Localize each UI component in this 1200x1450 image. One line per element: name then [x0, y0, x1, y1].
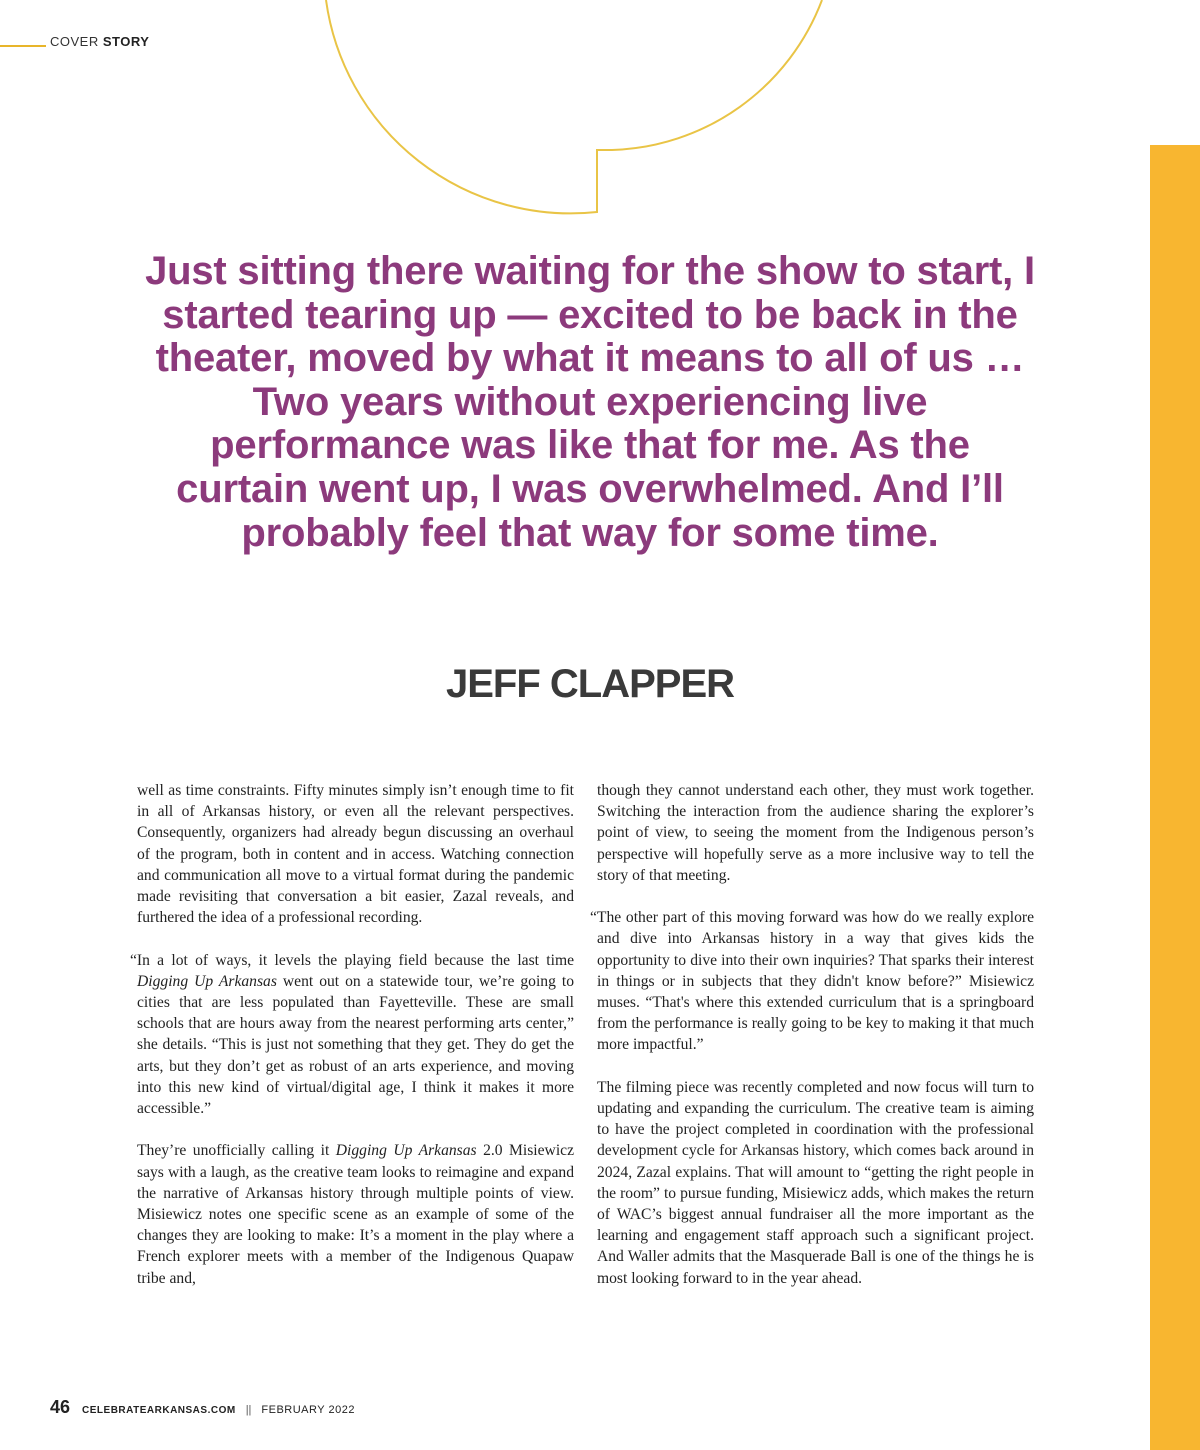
publication-title: Digging Up Arkansas: [335, 1142, 477, 1160]
publication-title: Digging Up Arkansas: [137, 972, 277, 990]
article-paragraph: They’re unofficially calling it Digging Up Arkansas 2.0 Misiewicz says with a laugh, as the creative team looks to reimagine and expand the narrative of Arkansas history through multiple points of view. Misiewicz notes one specific scene as an example of some of the changes they are looking to make: It’s a moment in the play where a French explorer meets with a member of the Indigenous Quapaw tribe and,: [137, 1142, 574, 1287]
section-label-bold: STORY: [102, 34, 150, 49]
page-number: 46: [50, 1397, 71, 1417]
quote-attribution: JEFF CLAPPER: [445, 662, 735, 706]
footer-separator: ||: [245, 1404, 252, 1416]
article-column-right: [590, 780, 1034, 1310]
pull-quote: Just sitting there waiting for the show to start, I started tearing up — excited to be back in the theater, moved by what it means to all of us … Two years without experiencing live performance was like that for me. As the curtain went up, I was overwhelmed. And I’ll probably feel that way for some time.: [145, 249, 1035, 555]
article-paragraph: The filming piece was recently completed and now focus will turn to updating and expanding the curriculum. The creative team is aiming to have the project completed in coordination with the professional development cycle for Arkansas history, which comes back around in 2024, Zazal explains. That will amount to “getting the right people in the room” to pursue funding, Misiewicz adds, which makes the return of WAC’s biggest annual fundraiser all the more important as the learning and engagement staff approach such a significant project. And Waller admits that the Masquerade Ball is one of the things he is most looking forward to in the year ahead.: [597, 1078, 1034, 1287]
decorative-arc: [0, 0, 1200, 230]
page-footer: [50, 1397, 355, 1418]
website-link[interactable]: CELEBRATEARKANSAS.COM: [82, 1405, 236, 1416]
side-accent-bar: [1150, 145, 1200, 1450]
article-paragraph: though they cannot understand each other, they must work together. Switching the interaction from the audience sharing the explorer’s point of view, to seeing the moment from the Indigenous person’s perspective will hopefully serve as a more inclusive way to tell the story of that meeting.: [597, 782, 1034, 884]
article-paragraph: well as time constraints. Fifty minutes simply isn’t enough time to fit in all of Arkansas history, or even all the relevant perspectives. Consequently, organizers had already begun discussing an overhaul of the program, both in content and in access. Watching connection and communication all move to a virtual format during the pandemic made revisiting that conversation a bit easier, Zazal reveals, and furthered the idea of a professional recording.: [137, 782, 574, 927]
article-paragraph: “The other part of this moving forward was how do we really explore and dive into Arkansas history in a way that gives kids the opportunity to dive into their own inquiries? That sparks their interest in things or in subjects that they didn't know before?” Misiewicz muses. “That's where this extended curriculum that is a springboard from the performance is really going to be key to making it that much more impactful.”: [590, 909, 1034, 1054]
issue-date: FEBRUARY 2022: [261, 1404, 355, 1416]
article-column-left: [130, 780, 574, 1310]
article-paragraph: “In a lot of ways, it levels the playing field because the last time Digging Up Arkansas went out on a statewide tour, we’re going to cities that are less populated than Fayetteville. These are small schools that are hours away from the nearest performing arts center,” she details. “This is just not something that they get. They do get the arts, but they don’t get as robust of an arts experience, and moving into this new kind of virtual/digital age, I think it makes it more accessible.”: [130, 951, 574, 1118]
section-label-regular: COVER: [50, 34, 99, 49]
